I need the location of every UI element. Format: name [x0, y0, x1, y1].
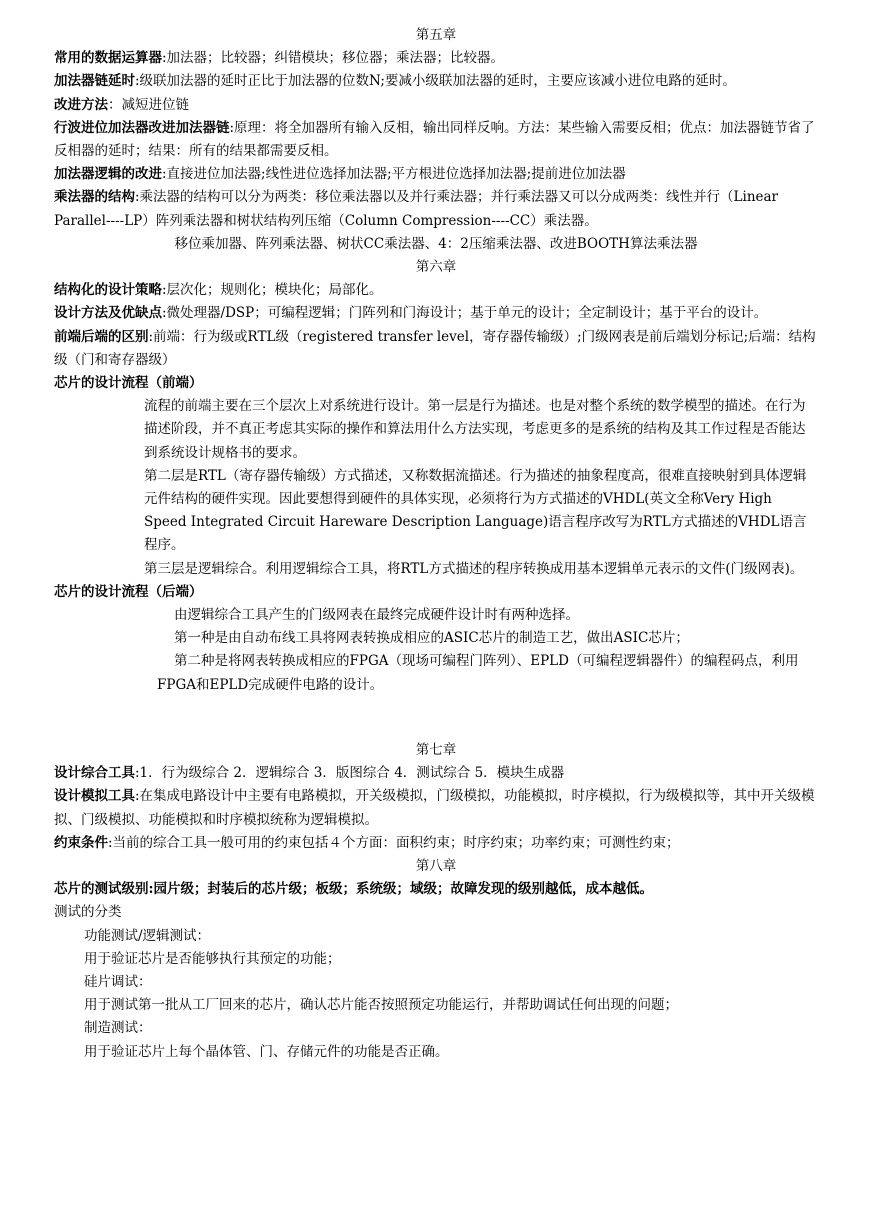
back-end-heading: 芯片的设计流程（后端）: [54, 583, 203, 600]
ch7-text-2: :在集成电路设计中主要有电路模拟，开关级模拟，门级模拟，功能模拟，时序模拟，行为级模拟等，其中开关级模拟、门级模拟、功能模拟和时序模拟统称为逻辑模拟。: [54, 788, 815, 828]
chapter8-title: 第八章: [415, 857, 457, 874]
test-item-3: 硅片调试：: [84, 973, 152, 990]
ch6-text-3: :前端：行为级或RTL级（registered transfer level，寄存器传输级）;门级网表是前后端划分标记;后端：结构级（门和寄存器级）: [54, 328, 816, 368]
ch5-paragraph-2: [54, 70, 818, 93]
spacer: [54, 697, 818, 739]
ch5-paragraph-4: [54, 117, 818, 163]
ch6-term-2: 设计方法及优缺点: [54, 305, 162, 322]
ch7-paragraph-2: [54, 785, 818, 831]
ch6-text-1: :层次化；规则化；模块化；局部化。: [162, 282, 383, 299]
back-end-paragraph-3: 第二种是将网表转换成相应的FPGA（现场可编程门阵列）、EPLD（可编程逻辑器件）的编程码点，利用FPGA和EPLD完成硬件电路的设计。: [157, 653, 799, 693]
ch6-text-2: :微处理器/DSP；可编程逻辑；门阵列和门海设计；基于单元的设计；全定制设计；基于平台的设计。: [162, 305, 768, 322]
ch6-paragraph-3: [54, 326, 818, 372]
front-end-paragraph-2: 第二层是RTL（寄存器传输级）方式描述，又称数据流描述。行为描述的抽象程度高，很难直接映射到具体逻辑元件结构的硬件实现。因此要想得到硬件的具体实现，必须将行为方式描述的VHDL(英文全称Very High Speed Integrated Circuit Hareware Description Language)语言程序改写为RTL方式描述的VHDL语言程序。: [144, 467, 807, 554]
test-item-5: 制造测试：: [84, 1020, 152, 1037]
ch5-text-2: :级联加法器的延时正比于加法器的位数N;要减小级联加法器的延时，主要应该减小进位电路的延时。: [135, 73, 736, 90]
test-classification-heading: 测试的分类: [54, 904, 122, 921]
document-content: [54, 24, 818, 1064]
test-item-6: 用于验证芯片上每个晶体管、门、存储元件的功能是否正确。: [84, 1043, 449, 1060]
ch5-multiplier-list: 移位乘加器、阵列乘法器、树状CC乘法器、4：2压缩乘法器、改进BOOTH算法乘法器: [174, 235, 698, 252]
back-end-paragraph-1: 由逻辑综合工具产生的门级网表在最终完成硬件设计时有两种选择。: [174, 607, 579, 624]
ch7-text-1: :1．行为级综合 2．逻辑综合 3．版图综合 4．测试综合 5．模块生成器: [135, 765, 565, 782]
chapter7-title: 第七章: [415, 741, 457, 758]
ch5-term-4: 行波进位加法器改进加法器链: [54, 119, 230, 136]
ch6-term-1: 结构化的设计策略: [54, 282, 162, 299]
test-item-2: 用于验证芯片是否能够执行其预定的功能；: [84, 950, 341, 967]
ch5-text-1: :加法器；比较器；纠错模块；移位器；乘法器；比较器。: [162, 50, 505, 67]
ch5-term-1: 常用的数据运算器: [54, 50, 162, 67]
test-levels: 芯片的测试级别:园片级；封装后的芯片级；板级；系统级；域级；故障发现的级别越低，成本越低。: [54, 881, 653, 898]
chapter6-title: 第六章: [415, 259, 457, 276]
ch7-paragraph-3: [54, 832, 818, 855]
chapter5-title: 第五章: [415, 27, 457, 43]
ch5-paragraph-3: [54, 94, 818, 117]
test-item-1: 功能测试/逻辑测试：: [84, 927, 211, 944]
ch6-paragraph-2: [54, 302, 818, 325]
ch5-term-6: 乘法器的结构: [54, 189, 135, 206]
ch7-term-1: 设计综合工具: [54, 765, 135, 782]
front-end-paragraph-1: 流程的前端主要在三个层次上对系统进行设计。第一层是行为描述。也是对整个系统的数学模型的描述。在行为描述阶段，并不真正考虑其实际的操作和算法用什么方法实现，考虑更多的是系统的结构及其工作过程是否能达到系统设计规格书的要求。: [144, 398, 806, 461]
ch5-text-6: :乘法器的结构可以分为两类：移位乘法器以及并行乘法器；并行乘法器又可以分成两类：线性并行（Linear Parallel----LP）阵列乘法器和树状结构列压缩（Column Compression----CC）乘法器。: [54, 189, 779, 229]
ch6-term-3: 前端后端的区别: [54, 328, 149, 345]
ch7-term-3: 约束条件: [54, 834, 108, 851]
ch5-term-3: 改进方法: [54, 96, 108, 113]
ch5-term-2: 加法器链延时: [54, 73, 135, 90]
front-end-heading: 芯片的设计流程（前端）: [54, 375, 203, 392]
ch5-paragraph-5: [54, 163, 818, 186]
ch7-paragraph-1: [54, 762, 818, 785]
ch7-text-3: :当前的综合工具一般可用的约束包括４个方面：面积约束；时序约束；功率约束；可测性约束；: [108, 834, 680, 851]
ch5-paragraph-1: [54, 47, 818, 70]
ch5-text-4: :原理：将全加器所有输入反相，输出同样反响。方法：某些输入需要反相；优点：加法器链节省了反相器的延时；结果：所有的结果都需要反相。: [54, 119, 815, 160]
ch5-text-3: ：减短进位链: [108, 96, 189, 113]
test-item-4: 用于测试第一批从工厂回来的芯片，确认芯片能否按照预定功能运行，并帮助调试任何出现的问题；: [84, 997, 678, 1014]
front-end-paragraph-3: 第三层是逻辑综合。利用逻辑综合工具，将RTL方式描述的程序转换成用基本逻辑单元表示的文件(门级网表)。: [144, 560, 804, 577]
ch5-text-5: :直接进位加法器;线性进位选择加法器;平方根进位选择加法器;提前进位加法器: [162, 166, 626, 183]
back-end-paragraph-2: 第一种是由自动布线工具将网表转换成相应的ASIC芯片的制造工艺，做出ASIC芯片；: [174, 630, 689, 647]
ch7-term-2: 设计模拟工具: [54, 788, 135, 805]
ch5-term-5: 加法器逻辑的改进: [54, 166, 162, 183]
ch5-paragraph-6: [54, 186, 818, 232]
ch6-paragraph-1: [54, 279, 818, 302]
